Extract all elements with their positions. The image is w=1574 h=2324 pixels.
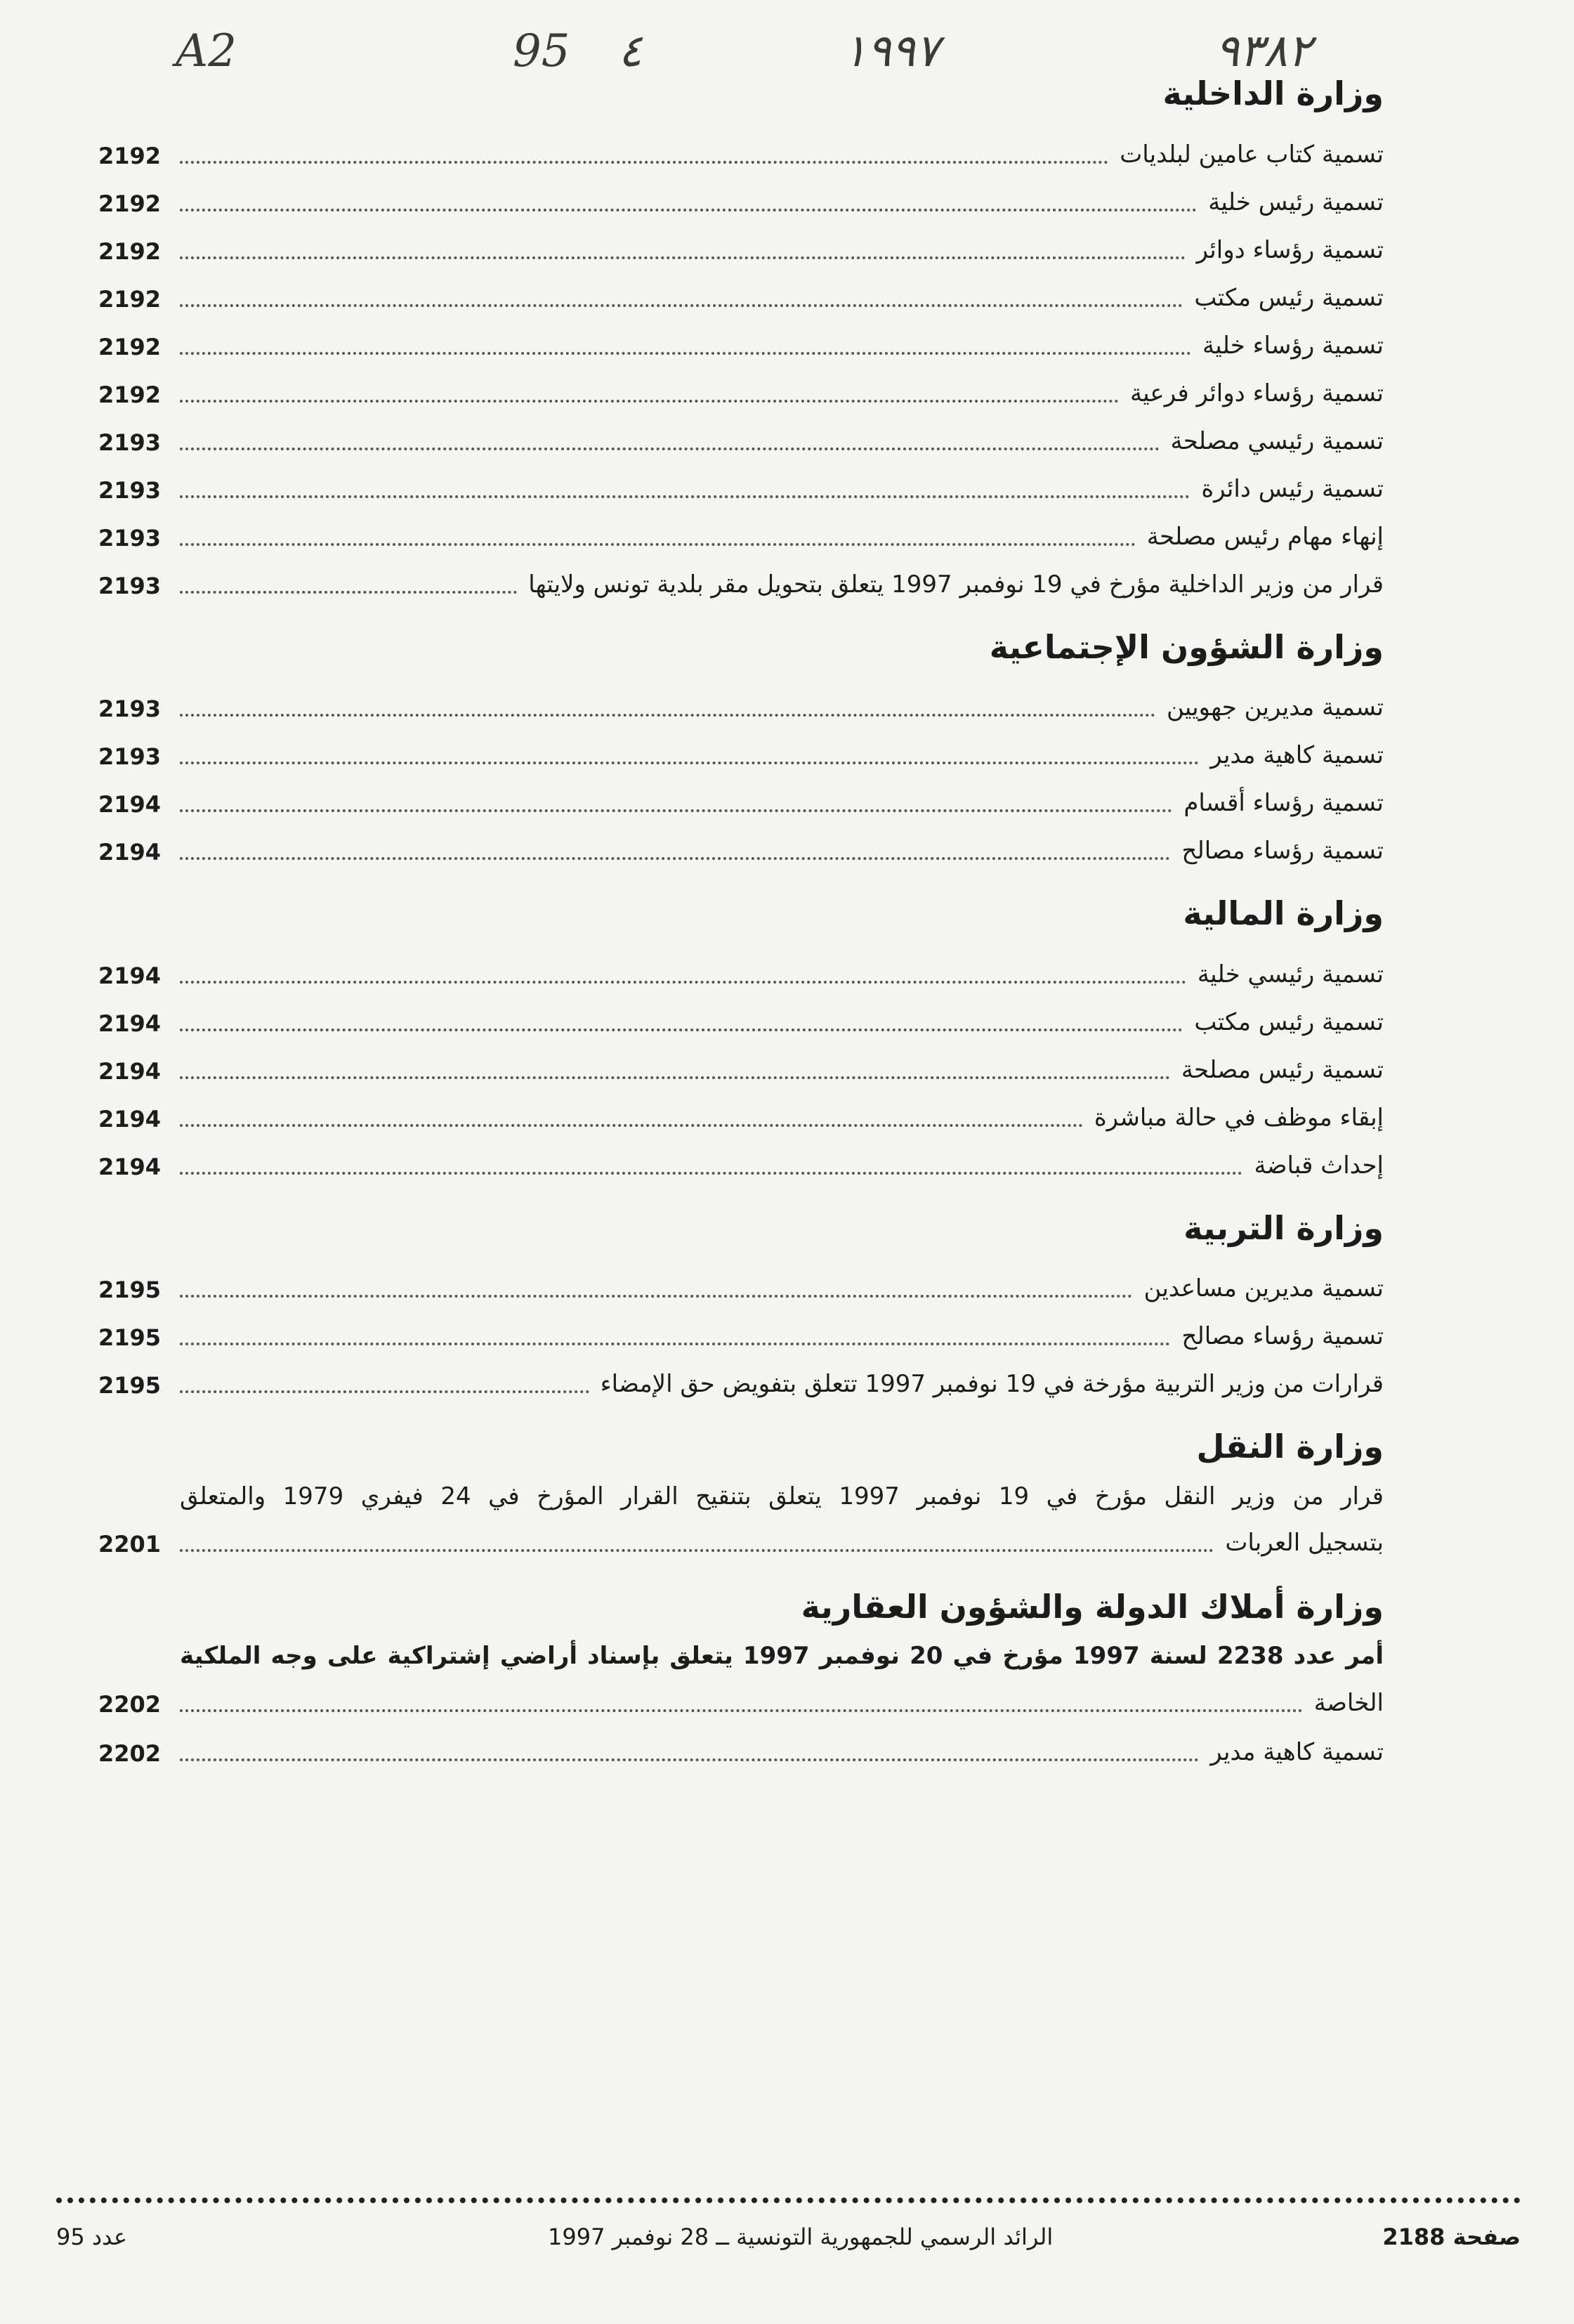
- entry-page: 2195: [98, 1324, 162, 1352]
- dot-leader: [180, 762, 1199, 764]
- entry-page: 2194: [98, 839, 162, 866]
- entry-line2: [98, 1515, 1384, 1560]
- entry-page: 2202: [98, 1739, 162, 1767]
- toc-entry: [98, 992, 1384, 1040]
- toc-entry: [98, 507, 1384, 554]
- entry-page: 2194: [98, 1010, 162, 1037]
- handwritten-95: 95: [513, 25, 570, 77]
- entry-page: 2192: [98, 142, 162, 169]
- toc-entry: [98, 944, 1384, 992]
- toc-entry: [98, 1135, 1384, 1183]
- entry-text: تسمية رؤساء مصالح: [1181, 1322, 1384, 1351]
- dot-leader: [180, 714, 1155, 717]
- section-title: وزارة التربية: [1183, 1208, 1384, 1247]
- entry-text: تسمية رئيس خلية: [1208, 188, 1384, 216]
- dot-leader: [180, 1076, 1170, 1079]
- toc-entry: [98, 1088, 1384, 1135]
- entry-text: تسمية رئيسي مصلحة: [1170, 426, 1384, 455]
- entry-text: إحداث قباضة: [1254, 1151, 1384, 1180]
- section-education: [98, 1208, 1384, 1402]
- entry-text: تسمية رؤساء خلية: [1202, 331, 1384, 360]
- table-of-contents: [98, 74, 1384, 1795]
- entry-text-line2: بتسجيل العربات: [1225, 1529, 1384, 1558]
- entry-text: تسمية رئيس مكتب: [1194, 1007, 1384, 1036]
- entry-text-line1: قرار من وزير النقل مؤرخ في 19 نوفمبر 1997 يتعلق بتنقيح القرار المؤرخ في 24 فيفري 1979 والمتعلق: [180, 1482, 1384, 1510]
- entry-page: 2192: [98, 237, 162, 265]
- entry-text: إبقاء موظف في حالة مباشرة: [1094, 1103, 1384, 1132]
- toc-entry: [98, 363, 1384, 411]
- entry-page: 2194: [98, 1105, 162, 1132]
- entry-page: 2192: [98, 190, 162, 217]
- entry-text: تسمية مديرين مساعدين: [1143, 1274, 1384, 1303]
- toc-entry: [98, 1040, 1384, 1088]
- entry-page: 2194: [98, 1153, 162, 1180]
- dot-leader: [180, 981, 1186, 984]
- dot-leader: [180, 448, 1160, 450]
- entry-page: 2193: [98, 524, 162, 551]
- handwritten-4: ٤: [618, 25, 643, 77]
- dot-leader: [180, 161, 1108, 164]
- dot-leader: [180, 1709, 1303, 1712]
- entry-text: تسمية رئيس مصلحة: [1181, 1055, 1384, 1084]
- toc-entry: [98, 773, 1384, 821]
- section-state-property: [98, 1587, 1384, 1770]
- toc-entry: [98, 1306, 1384, 1354]
- entry-text-line2: الخاصة: [1313, 1689, 1384, 1718]
- entry-page: 2195: [98, 1372, 162, 1399]
- dot-leader: [180, 1295, 1132, 1298]
- entry-page: 2192: [98, 381, 162, 408]
- entry-text: قرارات من وزير التربية مؤرخة في 19 نوفمبر 1997 تتعلق بتفويض حق الإمضاء: [600, 1370, 1384, 1399]
- entry-text: تسمية رؤساء أقسام: [1183, 789, 1384, 818]
- entry-text: إنهاء مهام رئيس مصلحة: [1146, 522, 1384, 551]
- entry-page: 2192: [98, 285, 162, 313]
- entry-text: تسمية كاهية مدير: [1210, 1738, 1384, 1767]
- entry-text: تسمية كاهية مدير: [1210, 741, 1384, 770]
- dot-leader: [180, 304, 1183, 307]
- section-finance: [98, 894, 1384, 1183]
- entry-page: 2193: [98, 429, 162, 456]
- toc-entry: [98, 1354, 1384, 1402]
- dot-leader: [180, 1124, 1083, 1127]
- toc-entry: [98, 411, 1384, 459]
- dot-leader: [180, 400, 1119, 403]
- entry-text: تسمية مديرين جهويين: [1166, 693, 1384, 722]
- dot-leader: [180, 591, 517, 594]
- dot-leader: [180, 1549, 1214, 1552]
- entry-text-line1: أمر عدد 2238 لسنة 1997 مؤرخ في 20 نوفمبر 1997 يتعلق بإسناد أراضي إشتراكية على وجه الملكية: [180, 1642, 1384, 1671]
- toc-entry: [98, 172, 1384, 220]
- section-title: وزارة المالية: [1183, 894, 1384, 932]
- dot-leader: [180, 352, 1191, 355]
- section-title: وزارة الداخلية: [1162, 74, 1384, 112]
- toc-entry: [98, 315, 1384, 363]
- dot-leader: [180, 857, 1170, 860]
- footer-page-number: صفحة 2188: [1382, 2224, 1521, 2250]
- toc-entry: [98, 725, 1384, 773]
- section-social-affairs: [98, 627, 1384, 869]
- section-title: وزارة الشؤون الإجتماعية: [989, 627, 1384, 666]
- dot-leader: [180, 543, 1136, 546]
- entry-text: قرار من وزير الداخلية مؤرخ في 19 نوفمبر 1997 يتعلق بتحويل مقر بلدية تونس ولايتها: [528, 570, 1384, 599]
- toc-entry: [98, 268, 1384, 315]
- toc-entry: [98, 1722, 1384, 1770]
- entry-page: 2193: [98, 743, 162, 771]
- entry-page: 2201: [98, 1531, 162, 1558]
- section-transport: [98, 1427, 1384, 1562]
- entry-line2: [98, 1676, 1384, 1721]
- handwritten-year: ١٩٩٧: [843, 25, 940, 77]
- toc-entry: [98, 554, 1384, 602]
- page-footer: [56, 2224, 1521, 2266]
- handwritten-a2: A2: [176, 25, 237, 77]
- entry-page: 2193: [98, 476, 162, 504]
- dot-leader: [180, 809, 1172, 812]
- toc-entry: [98, 220, 1384, 268]
- toc-entry: [98, 459, 1384, 507]
- dot-leader: [180, 1758, 1199, 1761]
- entry-text: تسمية رؤساء دوائر فرعية: [1129, 379, 1384, 407]
- section-interior: [98, 74, 1384, 602]
- entry-text: تسمية رئيس مكتب: [1194, 283, 1384, 312]
- toc-entry: [98, 821, 1384, 868]
- toc-entry: [98, 124, 1384, 172]
- entry-page: 2192: [98, 333, 162, 360]
- footer-issue-number: عدد 95: [56, 2224, 128, 2250]
- entry-page: 2202: [98, 1690, 162, 1718]
- toc-entry: [98, 677, 1384, 725]
- dot-leader: [180, 1390, 589, 1393]
- section-title: وزارة أملاك الدولة والشؤون العقارية: [801, 1587, 1384, 1626]
- footer-divider: [56, 2198, 1521, 2203]
- entry-page: 2193: [98, 572, 162, 599]
- handwritten-number: ٩٣٨٢: [1215, 25, 1312, 77]
- footer-title: الرائد الرسمي للجمهورية التونسية ــ 28 نوفمبر 1997: [548, 2224, 1054, 2250]
- dot-leader: [180, 1343, 1170, 1345]
- entry-page: 2193: [98, 696, 162, 723]
- entry-text: تسمية رئيسي خلية: [1197, 960, 1384, 988]
- dot-leader: [180, 1029, 1183, 1031]
- toc-entry: [98, 1258, 1384, 1306]
- entry-page: 2194: [98, 962, 162, 989]
- entry-text: تسمية رؤساء دوائر: [1196, 235, 1384, 264]
- dot-leader: [180, 1172, 1242, 1175]
- entry-page: 2195: [98, 1277, 162, 1304]
- dot-leader: [180, 209, 1197, 211]
- entry-page: 2194: [98, 1057, 162, 1085]
- dot-leader: [180, 256, 1186, 259]
- section-title: وزارة النقل: [1196, 1428, 1384, 1465]
- toc-entry-multiline: [98, 1637, 1384, 1721]
- entry-text: تسمية رؤساء مصالح: [1181, 837, 1384, 866]
- dot-leader: [180, 495, 1190, 498]
- entry-text: تسمية رئيس دائرة: [1201, 474, 1384, 503]
- entry-text: تسمية كتاب عامين لبلديات: [1120, 140, 1384, 169]
- entry-page: 2194: [98, 791, 162, 818]
- toc-entry-multiline: [98, 1477, 1384, 1562]
